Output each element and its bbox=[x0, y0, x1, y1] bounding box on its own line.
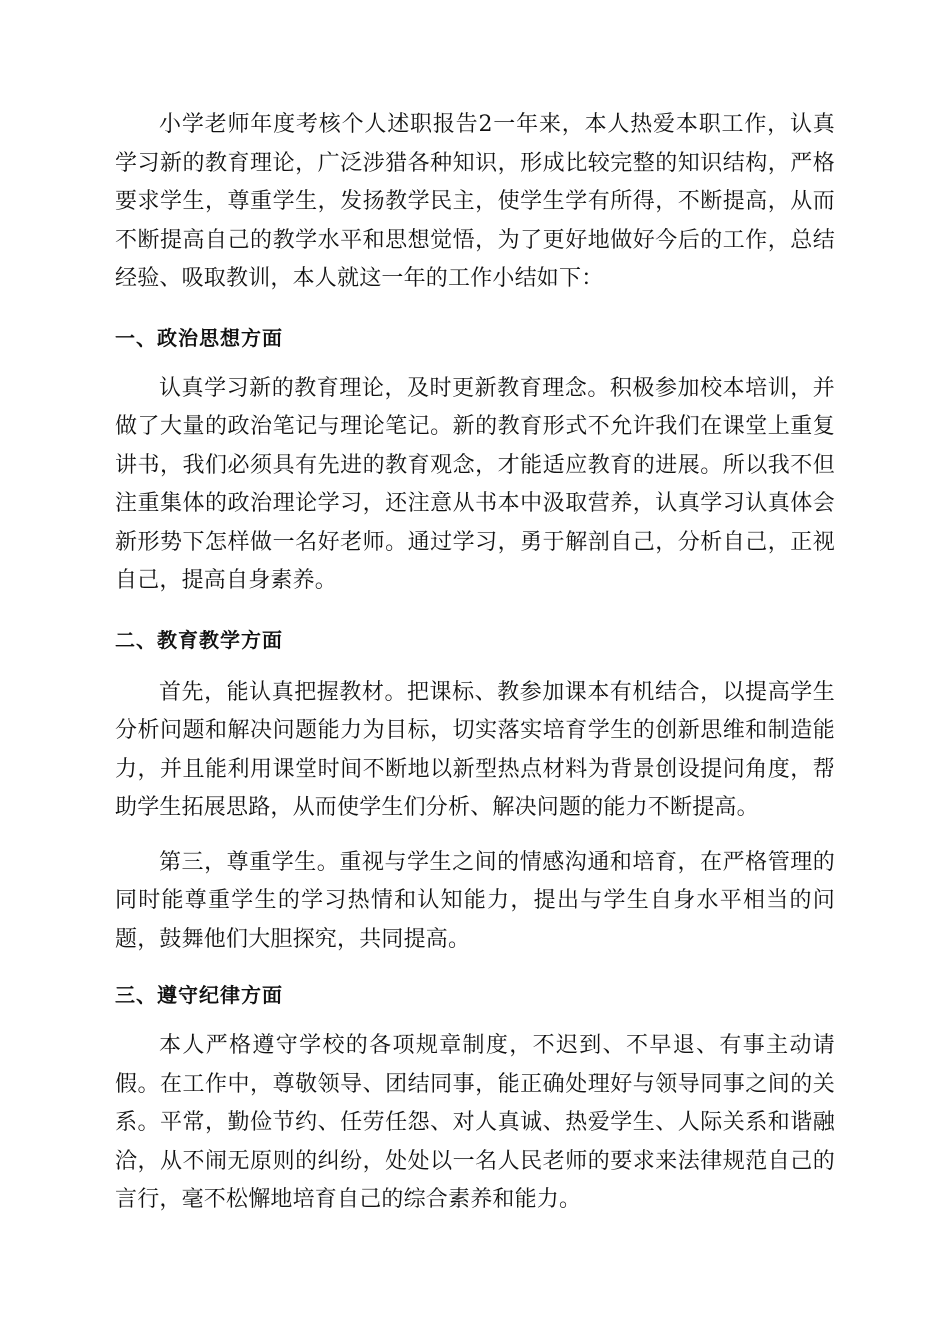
section-paragraph-teaching-1: 首先，能认真把握教材。把课标、教参加课本有机结合，以提高学生分析问题和解决问题能力为目标，切实落实培育学生的创新思维和制造能力，并且能利用课堂时间不断地以新型热点材料为背景创设提问角度，帮助学生拓展思路，从而使学生们分析、解决问题的能力不断提高。 bbox=[115, 679, 835, 820]
section-heading-political: 一、政治思想方面 bbox=[115, 325, 283, 350]
section-paragraph-political: 认真学习新的教育理论，及时更新教育理念。积极参加校本培训，并做了大量的政治笔记与理论笔记。新的教育形式不允许我们在课堂上重复讲书，我们必须具有先进的教育观念，才能适应教育的进展。所以我不但注重集体的政治理论学习，还注意从书本中汲取营养，认真学习认真体会新形势下怎样做一名好老师。通过学习，勇于解剖自己，分析自己，正视自己，提高自身素养。 bbox=[115, 375, 835, 593]
intro-paragraph: 小学老师年度考核个人述职报告2一年来，本人热爱本职工作，认真学习新的教育理论，广泛涉猎各种知识，形成比较完整的知识结构，严格要求学生，尊重学生，发扬教学民主，使学生学有所得，不断提高，从而不断提高自己的教学水平和思想觉悟，为了更好地做好今后的工作，总结经验、吸取教训，本人就这一年的工作小结如下： bbox=[115, 112, 835, 291]
section-paragraph-teaching-2: 第三，尊重学生。重视与学生之间的情感沟通和培育，在严格管理的同时能尊重学生的学习热情和认知能力，提出与学生自身水平相当的问题，鼓舞他们大胆探究，共同提高。 bbox=[115, 849, 835, 952]
section-heading-teaching: 二、教育教学方面 bbox=[115, 627, 283, 652]
section-heading-discipline: 三、遵守纪律方面 bbox=[115, 983, 283, 1007]
section-paragraph-discipline: 本人严格遵守学校的各项规章制度，不迟到、不早退、有事主动请假。在工作中，尊敬领导、团结同事，能正确处理好与领导同事之间的关系。平常，勤俭节约、任劳任怨、对人真诚、热爱学生、人际关系和谐融洽，从不闹无原则的纠纷，处处以一名人民老师的要求来法律规范自己的言行，毫不松懈地培育自己的综合素养和能力。 bbox=[115, 1033, 835, 1212]
document-page bbox=[115, 106, 835, 1220]
